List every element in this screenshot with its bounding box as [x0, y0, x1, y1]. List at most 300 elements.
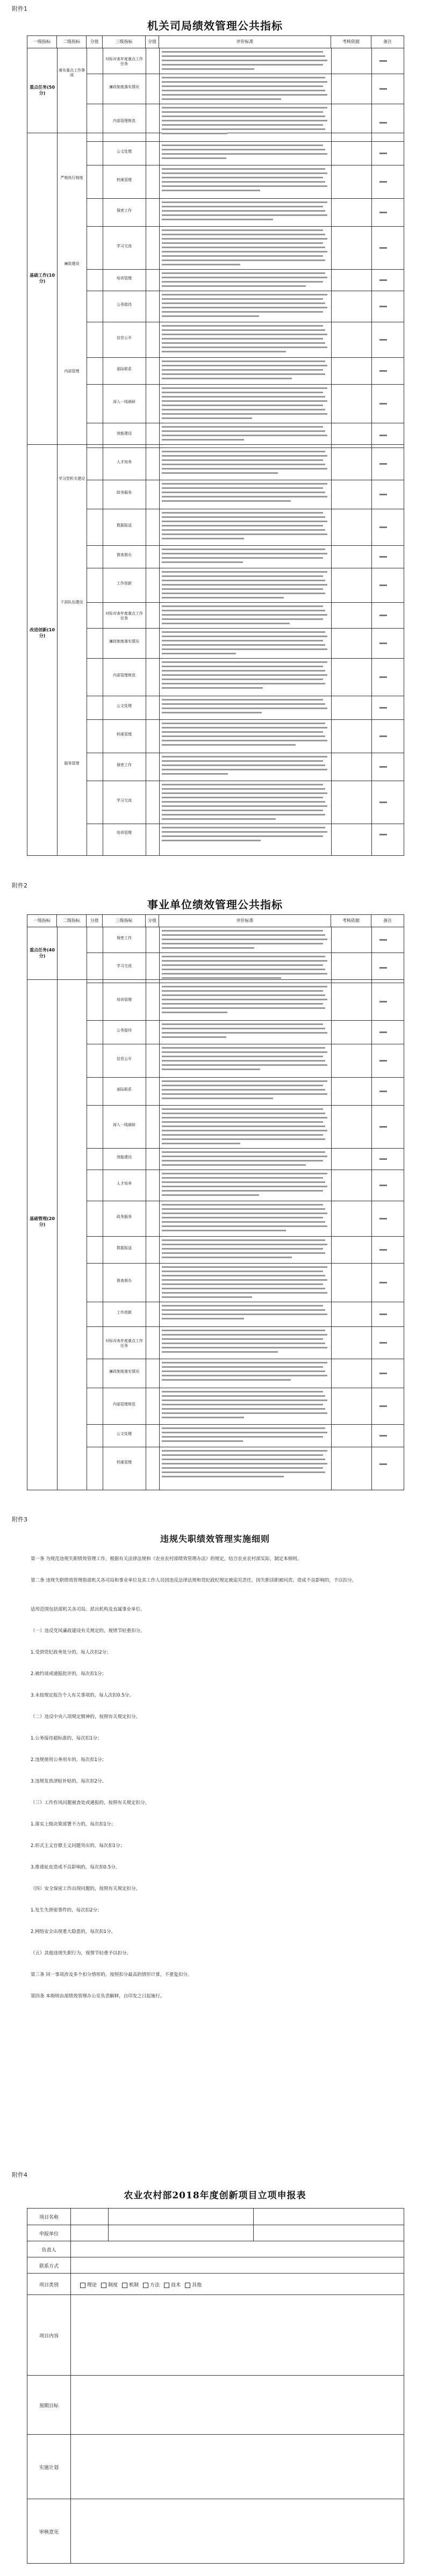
criteria-text-line: [162, 472, 278, 474]
table-row: [87, 1105, 404, 1149]
rules-paragraph: 第一条 为规范违规失职绩效管理工作，根据有关法律法规和《农业农村部绩效管理办法》的规定，结合农业农村部实际，制定本细则。: [31, 1556, 302, 1562]
table-row: [87, 1236, 404, 1264]
basis-text: [379, 615, 387, 616]
criteria-text-line: [162, 153, 327, 155]
criteria-text-line: [162, 259, 325, 261]
basis-text: [379, 1463, 387, 1465]
rules-paragraph: 3.未按规定报告个人有关事项的，每人次扣0.5分。: [31, 1693, 134, 1698]
basis-text: [379, 1282, 387, 1283]
criteria-text-line: [162, 417, 252, 419]
criteria-text-line: [162, 145, 323, 146]
criteria-text-line: [162, 597, 284, 598]
criteria-text-line: [162, 1186, 327, 1187]
criteria-text-line: [162, 939, 327, 940]
criteria-text-line: [162, 219, 273, 220]
third-level-label: 政务服务: [117, 1215, 132, 1219]
criteria-text-line: [162, 468, 327, 470]
header-cell: 考核依据: [331, 36, 371, 48]
criteria-text-line: [162, 1412, 327, 1414]
criteria-text-line: [162, 538, 244, 539]
form-row-label: 申报单位: [39, 2232, 59, 2237]
criteria-text-line: [162, 1454, 323, 1456]
basis-text: [379, 939, 387, 941]
criteria-text-line: [162, 1343, 325, 1344]
criteria-text-line: [162, 1436, 323, 1438]
criteria-text-line: [162, 1347, 327, 1348]
criteria-text-line: [162, 369, 323, 371]
form-row-label: 项目类别: [39, 2283, 59, 2288]
checkbox-label: 制度: [108, 2283, 118, 2288]
criteria-text-line: [162, 1275, 325, 1276]
attachment-label: 附件1: [12, 5, 27, 12]
criteria-text-line: [162, 1318, 244, 1319]
criteria-text-line: [162, 1208, 325, 1210]
criteria-text-line: [162, 561, 243, 563]
basis-text: [379, 707, 387, 709]
criteria-text-line: [162, 1151, 325, 1153]
project-category-options: [76, 2281, 202, 2288]
criteria-text-line: [162, 840, 261, 841]
criteria-text-line: [162, 1125, 325, 1127]
table-row: [87, 1044, 404, 1078]
basis-text: [379, 153, 387, 154]
basis-text: [379, 403, 387, 405]
criteria-text-line: [162, 1379, 291, 1381]
criteria-text-line: [162, 311, 323, 313]
basis-text: [379, 802, 387, 803]
basis-text: [379, 1126, 387, 1128]
basis-text: [379, 834, 387, 835]
criteria-text-line: [162, 964, 323, 966]
criteria-text-line: [162, 1440, 243, 1442]
table-row: [87, 628, 404, 659]
checkbox[interactable]: [164, 2283, 169, 2288]
rules-paragraph: （三）工作作风问题被查处或通报的，按照有关规定扣分。: [31, 1800, 150, 1806]
criteria-text-line: [162, 201, 327, 203]
table-row: [87, 602, 404, 629]
criteria-text-line: [162, 405, 323, 406]
criteria-text-line: [162, 1217, 323, 1218]
table-row: [87, 658, 404, 696]
basis-text: [379, 556, 387, 558]
criteria-text-line: [162, 818, 276, 820]
form-row: [27, 2273, 404, 2295]
criteria-text-line: [162, 1408, 325, 1410]
form-field[interactable]: [71, 2499, 404, 2564]
category-label: 重点任务(50分): [30, 85, 55, 96]
basis-text: [379, 526, 387, 528]
criteria-text-line: [162, 392, 323, 393]
second-level-label: 严格执行制度: [60, 176, 83, 180]
form-row-label: 项目内容: [39, 2334, 59, 2339]
criteria-text-line: [162, 1279, 327, 1281]
criteria-text-line: [162, 1164, 306, 1166]
criteria-text-line: [162, 1427, 325, 1429]
criteria-text-line: [162, 409, 325, 410]
criteria-text-line: [162, 1134, 323, 1136]
criteria-text-line: [162, 1432, 327, 1433]
header-cell: 评价标准: [159, 36, 331, 48]
criteria-text-line: [162, 644, 325, 646]
criteria-text-line: [162, 640, 323, 641]
criteria-text-line: [162, 1117, 327, 1119]
rules-body: [0, 1555, 430, 2146]
basis-text: [379, 1060, 387, 1062]
criteria-text-line: [162, 797, 323, 798]
criteria-text-line: [162, 459, 323, 461]
form-row: [27, 2375, 404, 2435]
criteria-text-line: [162, 439, 244, 441]
criteria-text-line: [162, 1143, 240, 1144]
basis-text: [379, 1435, 387, 1437]
table1-header: [27, 36, 404, 48]
rules-paragraph: 第二条 违规失职绩效管理指部机关各司局和事业单位及其工作人员因违反法律法规和党纪政纪规定被追究责任，因失职渎职被问责，造成不良影响的，予以扣分。: [31, 1578, 357, 1583]
criteria-text-line: [162, 525, 323, 526]
criteria-text-line: [162, 51, 323, 53]
rules-paragraph: （二）违反中央八项规定精神的，按照有关规定扣分。: [31, 1714, 141, 1720]
criteria-text-line: [162, 1121, 323, 1123]
criteria-text-line: [162, 1463, 327, 1464]
category-label: 基础管理(20分): [30, 1216, 55, 1227]
criteria-text-line: [162, 727, 327, 728]
third-level-label: 廉政制度落实情况: [109, 85, 139, 89]
criteria-text-line: [162, 831, 327, 833]
criteria-text-line: [162, 1160, 323, 1161]
criteria-text-line: [162, 487, 323, 489]
rules-paragraph: 适用范围包括部机关各司局、派出机构及直属事业单位。: [31, 1607, 145, 1612]
basis-text: [379, 1342, 387, 1344]
basis-text: [379, 247, 387, 249]
criteria-text-line: [162, 703, 325, 705]
form-field[interactable]: [71, 2295, 404, 2376]
criteria-text-line: [162, 206, 323, 207]
criteria-text-line: [162, 801, 325, 803]
criteria-text-line: [162, 1177, 323, 1179]
criteria-text-line: [162, 593, 325, 594]
criteria-text-line: [162, 338, 323, 340]
criteria-text-line: [162, 315, 259, 317]
form-row: [27, 2241, 404, 2257]
form-row-label: 实施计划: [39, 2465, 59, 2471]
criteria-text-line: [162, 1362, 327, 1363]
criteria-text-line: [162, 618, 323, 620]
basis-text: [379, 306, 387, 307]
table-row: [87, 165, 404, 199]
criteria-text-line: [162, 1047, 325, 1049]
header-cell: 二级指标: [57, 915, 87, 927]
criteria-text-line: [162, 1375, 327, 1376]
criteria-text-line: [162, 580, 325, 581]
third-level-label: 信息公开: [117, 1057, 132, 1061]
table-row: [87, 1424, 404, 1447]
criteria-text-line: [162, 1314, 327, 1315]
table1: [27, 35, 404, 856]
checkbox[interactable]: [101, 2283, 106, 2288]
third-level-label: 工作创新: [117, 1310, 132, 1315]
criteria-text-line: [162, 55, 325, 57]
criteria-text-line: [162, 584, 327, 586]
criteria-text-line: [162, 1248, 323, 1250]
basis-text: [379, 967, 387, 969]
checkbox[interactable]: [143, 2283, 148, 2288]
criteria-text-line: [162, 648, 327, 650]
criteria-text-line: [162, 1288, 325, 1289]
criteria-text-line: [162, 827, 325, 828]
table-row: [87, 291, 404, 322]
table-row: [87, 104, 404, 142]
criteria-text-line: [162, 1093, 327, 1095]
table-row: [87, 1077, 404, 1106]
application-form: [27, 2208, 404, 2564]
category-label: 重点任务(40分): [30, 948, 55, 958]
table-row: [87, 198, 404, 227]
criteria-text-line: [162, 1069, 260, 1070]
basis-text: [379, 339, 387, 341]
criteria-text-line: [162, 1266, 327, 1268]
criteria-text-line: [162, 1366, 323, 1368]
third-level-label: 保密工作: [117, 763, 132, 767]
table-row: [87, 719, 404, 753]
table-row: [87, 509, 404, 546]
third-level-label: 数据报送: [117, 1246, 132, 1250]
criteria-text-line: [162, 636, 327, 637]
criteria-text-line: [162, 810, 323, 811]
third-level-label: 深入一线调研: [113, 400, 135, 404]
basis-text: [379, 1314, 387, 1315]
third-level-label: 廉政制度落实情况: [109, 1369, 139, 1374]
third-level-label: 保密工作: [117, 936, 132, 940]
checkbox[interactable]: [80, 2283, 85, 2288]
criteria-text-line: [162, 107, 327, 109]
criteria-text-line: [162, 168, 325, 170]
third-level-label: 部际联系: [117, 1087, 132, 1092]
criteria-text-line: [162, 731, 323, 733]
basis-text: [379, 122, 387, 124]
basis-text: [379, 1001, 387, 1002]
criteria-text-line: [162, 1036, 226, 1038]
rules-paragraph: 3.违规发放津贴补贴的，每次扣2分。: [31, 1779, 107, 1784]
basis-text: [379, 279, 387, 281]
table-row: [87, 781, 404, 824]
criteria-text-line: [162, 512, 323, 514]
table-row: [87, 983, 404, 1021]
criteria-text-line: [162, 285, 306, 287]
criteria-text-line: [162, 1283, 323, 1285]
third-level-label: 保密工作: [117, 208, 132, 213]
third-level-label: 部际联系: [117, 367, 132, 371]
third-level-label: 学习交流: [117, 244, 132, 248]
criteria-text-line: [162, 483, 327, 485]
third-level-label: 深入一线调研: [113, 1123, 135, 1127]
criteria-text-line: [162, 157, 226, 159]
criteria-text-line: [162, 1271, 323, 1272]
criteria-text-line: [162, 120, 327, 121]
basis-text: [379, 1405, 387, 1407]
table-row: [87, 423, 404, 448]
form-row-label: 负责人: [41, 2248, 56, 2253]
basis-text: [379, 494, 387, 495]
criteria-text-line: [162, 94, 327, 96]
criteria-text-line: [162, 1404, 323, 1405]
criteria-text-line: [162, 666, 323, 667]
third-level-label: 工作创新: [117, 581, 132, 586]
criteria-text-line: [162, 149, 325, 150]
criteria-text-line: [162, 1450, 327, 1452]
criteria-text-line: [162, 1113, 325, 1114]
criteria-text-line: [162, 1330, 325, 1331]
basis-text: [379, 1249, 387, 1251]
basis-text: [379, 676, 387, 678]
third-level-label: 公务接待: [117, 302, 132, 307]
criteria-text-line: [162, 1098, 273, 1099]
header-cell: 备注: [383, 39, 392, 44]
third-level-label: 数据报送: [117, 523, 132, 528]
criteria-text-line: [162, 229, 323, 231]
criteria-text-line: [162, 190, 260, 191]
criteria-text-line: [162, 1221, 325, 1223]
criteria-text-line: [162, 234, 325, 235]
second-level-label: 学习型机关建设: [59, 477, 85, 481]
header-cell: 三级指标: [103, 36, 146, 48]
table-row: [87, 1302, 404, 1327]
criteria-text-line: [162, 430, 325, 432]
criteria-text-line: [162, 373, 325, 375]
form-field[interactable]: [71, 2209, 404, 2225]
criteria-text-line: [162, 1023, 323, 1025]
criteria-text-line: [162, 977, 281, 979]
second-level-label: 落实重点工作事项: [59, 68, 85, 77]
table-row: [87, 696, 404, 720]
third-level-label: 档案管理: [117, 732, 132, 737]
table-row: [87, 753, 404, 781]
criteria-text-line: [162, 185, 327, 187]
basis-text: [379, 766, 387, 768]
criteria-text-line: [162, 172, 327, 174]
form-row: [27, 2225, 404, 2241]
checkbox-label: 机制: [129, 2283, 139, 2288]
rules-paragraph: （五）其他违规失职行为，视情节轻重予以扣分。: [31, 1951, 132, 1956]
checkbox[interactable]: [122, 2283, 127, 2288]
table-row: [87, 448, 404, 480]
criteria-text-line: [162, 735, 325, 737]
category-label: 改进创新(10分): [30, 627, 55, 638]
form-field[interactable]: [71, 2435, 404, 2499]
criteria-text-line: [162, 124, 323, 126]
criteria-text-line: [162, 400, 327, 402]
criteria-text-line: [162, 756, 327, 757]
criteria-text-line: [162, 1244, 327, 1245]
criteria-text-line: [162, 325, 323, 327]
table-row: [87, 1201, 404, 1237]
criteria-text-line: [162, 1471, 325, 1473]
header-cell: 考核依据: [331, 915, 371, 927]
second-level-label: 廉政建设: [64, 262, 80, 266]
criteria-text-line: [162, 294, 327, 295]
criteria-text-line: [162, 1085, 323, 1086]
criteria-text-line: [162, 272, 325, 274]
third-level-label: 对标对表年度重点工作任务: [105, 611, 143, 620]
criteria-text-line: [162, 1156, 327, 1157]
form-row: [27, 2434, 404, 2499]
basis-text: [379, 1373, 387, 1374]
header-cell: 评价标准: [159, 915, 331, 927]
rules-paragraph: 2.违规使用公务用车的，每次扣1分；: [31, 1757, 107, 1763]
header-cell: 分值: [87, 36, 103, 48]
criteria-text-line: [162, 68, 254, 70]
third-level-label: 信息公开: [117, 336, 132, 340]
criteria-text-line: [162, 1391, 323, 1392]
criteria-text-line: [162, 64, 323, 66]
header-cell: 分值: [146, 36, 159, 48]
criteria-text-line: [162, 238, 327, 240]
attachment-label: 附件2: [12, 882, 27, 889]
criteria-text-line: [162, 1417, 244, 1418]
third-level-label: 政务服务: [117, 490, 132, 495]
criteria-text-line: [162, 451, 325, 452]
criteria-text-line: [162, 631, 325, 633]
second-level-label: 内部管理: [64, 369, 80, 373]
third-level-label: 督查督办: [117, 1279, 132, 1283]
header-cell: 二级指标: [57, 36, 87, 48]
second-level-label: 干部队伍建设: [60, 600, 83, 604]
criteria-text-line: [162, 1007, 325, 1009]
criteria-text-line: [162, 1305, 323, 1307]
criteria-text-line: [162, 1239, 325, 1241]
rules-paragraph: 2.形式主义官僚主义问题突出的，每次扣1分；: [31, 1843, 125, 1849]
rules-paragraph: （一）违反党风廉政建设有关规定的，视情节轻重扣分。: [31, 1628, 145, 1634]
third-level-label: 培训管理: [117, 998, 132, 1002]
criteria-text-line: [162, 81, 327, 83]
criteria-text-line: [162, 687, 263, 689]
criteria-text-line: [162, 387, 327, 389]
checkbox[interactable]: [185, 2283, 190, 2288]
table2-title: 事业单位绩效管理公共指标: [147, 898, 283, 911]
criteria-text-line: [162, 930, 323, 932]
form-field[interactable]: [71, 2241, 404, 2257]
rules-paragraph: 3.推诿扯皮造成不良影响的，每次扣0.5分。: [31, 1865, 120, 1870]
criteria-text-line: [162, 77, 325, 78]
table-row: [87, 824, 404, 846]
criteria-text-line: [162, 177, 323, 178]
form-field[interactable]: [71, 2376, 404, 2435]
criteria-text-line: [162, 999, 327, 1000]
table1-title: 机关司局绩效管理公共指标: [147, 19, 283, 32]
table-row: [87, 1326, 404, 1359]
checkbox-label: 理论: [87, 2283, 97, 2288]
form-field[interactable]: [71, 2225, 404, 2241]
criteria-text-line: [162, 496, 327, 497]
criteria-text-line: [162, 947, 254, 949]
table-row: [87, 384, 404, 423]
header-cell: 一级指标: [27, 915, 57, 927]
criteria-text-line: [162, 610, 325, 611]
third-level-label: 对标对表年度重点工作任务: [105, 57, 143, 66]
form-row: [27, 2294, 404, 2376]
criteria-text-line: [162, 571, 327, 573]
criteria-text-line: [162, 712, 262, 713]
third-level-label: 人才培养: [117, 460, 132, 464]
form-field[interactable]: [71, 2257, 404, 2274]
table-row: [87, 1148, 404, 1170]
criteria-text-line: [162, 492, 325, 493]
second-level-label: 服务管理: [64, 761, 80, 766]
criteria-text-line: [162, 740, 327, 741]
criteria-text-line: [162, 1032, 327, 1034]
third-level-label: 培训管理: [117, 831, 132, 835]
basis-text: [379, 181, 387, 183]
criteria-text-line: [162, 1089, 325, 1091]
header-cell: 分值: [87, 915, 103, 927]
